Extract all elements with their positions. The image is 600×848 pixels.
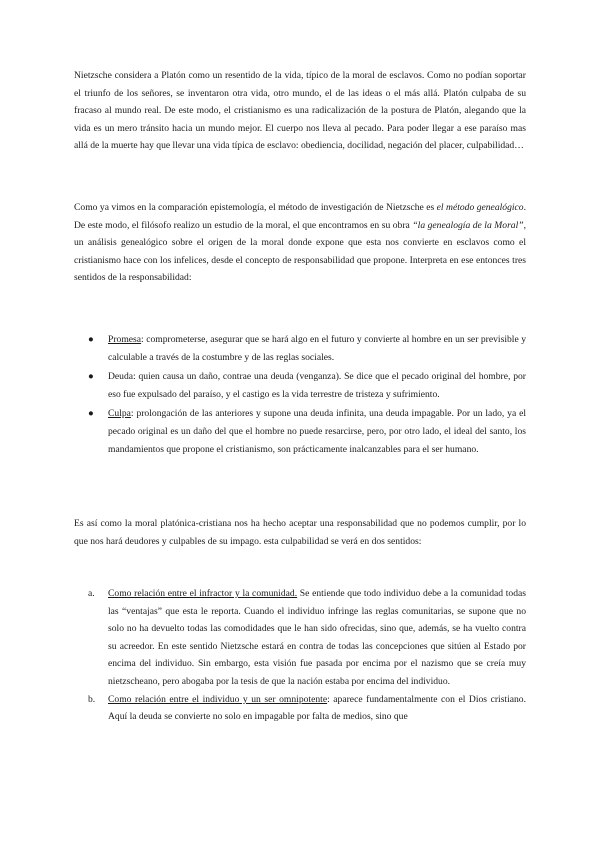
paragraph-text: Es así como la moral platónica-cristiana nos ha hecho aceptar una responsabilidad que no podemos cumplir, por lo que nos hará deudores y culpables de su impago. esta culpabilidad se verá en dos sentidos: xyxy=(74,518,526,547)
paragraph-text-part: . De este modo, el filósofo realizo un estudio de la moral, el que encontramos en su obra xyxy=(74,202,526,231)
list-item xyxy=(74,331,526,366)
list-item xyxy=(74,585,526,691)
paragraph-text: Nietzsche considera a Platón como un resentido de la vida, típico de la moral de esclavos. Como no podían soportar el triunfo de los señores, se inventaron otra vida, otro mundo, el de las ideas o el más allá. Platón culpaba de su fracaso al mundo real. De este modo, el cristianismo es una radicalización de la postura de Platón, alegando que la vida es un mero tránsito hacia un mundo mejor. El cuerpo nos lleva al pecado. Para poder llegar a ese paraíso mas allá de la muerte hay que llevar una vida típica de esclavo: obediencia, docilidad, negación del placer, culpabilidad… xyxy=(74,70,526,152)
list-item xyxy=(74,405,526,458)
italic-term-metodo: el método genealógico xyxy=(436,202,524,213)
paragraph-text-part: Como ya vimos en la comparación epistemología, el método de investigación de Nietzsche es xyxy=(74,202,437,213)
bullet-icon: ● xyxy=(88,371,94,383)
italic-book-title: “la genealogía de la Moral” xyxy=(412,219,524,231)
paragraph-text-part: , un análisis genealógico sobre el origen de la moral donde expone que esta nos convierte en esclavos como el cristianismo hace con los infelices, desde el concepto de responsabilidad que propone. Interpreta en ese entonces tres sentidos de la responsabilidad: xyxy=(74,219,527,284)
list-item xyxy=(74,691,526,726)
paragraph-metodo-genealogico xyxy=(74,199,526,287)
list-term: Como relación entre el infractor y la comunidad. xyxy=(108,588,298,599)
bullet-term: Culpa xyxy=(108,408,131,420)
bullet-text: : comprometerse, asegurar que se hará algo en el futuro y convierte al hombre en un ser previsible y calculable a través de la costumbre y de las reglas sociales. xyxy=(108,334,526,363)
list-marker: a. xyxy=(88,588,95,599)
bullet-text: : prolongación de las anteriores y supone una deuda infinita, una deuda impagable. Por un lado, ya el pecado original es un daño del que el hombre no puede resarcirse, pero, por otro lado, el ideal del santo, los mandamientos que propone el cristianismo, son prácticamente inalcanzables para el ser humano. xyxy=(108,408,526,455)
paragraph-culpabilidad xyxy=(74,515,526,550)
paragraph-platon xyxy=(74,67,526,155)
responsibility-bullet-list xyxy=(74,331,526,460)
bullet-icon: ● xyxy=(88,408,94,420)
bullet-term: Promesa xyxy=(108,334,142,345)
list-term: Como relación entre el individuo y un ser omnipotente xyxy=(108,693,328,705)
guilt-sense-list xyxy=(74,585,526,726)
list-text: Se entiende que todo individuo debe a la comunidad todas las “ventajas” que esta le reporta. Cuando el individuo infringe las reglas comunitarias, se supone que no solo no ha devuelto todas las comodidades que le han sido ofrecidas, sino que, además, se ha vuelto contra su acreedor. En este sentido Nietzsche estará en contra de todas las concepciones que sitúen al Estado por encima del individuo. Sin embargo, esta visión fue pasada por encima por el nazismo que se creía muy nietzscheano, pero abogaba por la tesis de que la nación estaba por encima del individuo. xyxy=(108,588,526,687)
list-item xyxy=(74,368,526,403)
bullet-icon: ● xyxy=(88,334,94,345)
bullet-text: Deuda: quien causa un daño, contrae una deuda (venganza). Se dice que el pecado original del hombre, por eso fue expulsado del paraíso, y el castigo es la vida terrestre de tristeza y sufrimiento. xyxy=(108,371,526,400)
list-marker: b. xyxy=(88,693,96,705)
list-text: : aparece fundamentalmente con el Dios cristiano. Aquí la deuda se convierte no solo en impagable por falta de medios, sino que xyxy=(108,693,527,723)
